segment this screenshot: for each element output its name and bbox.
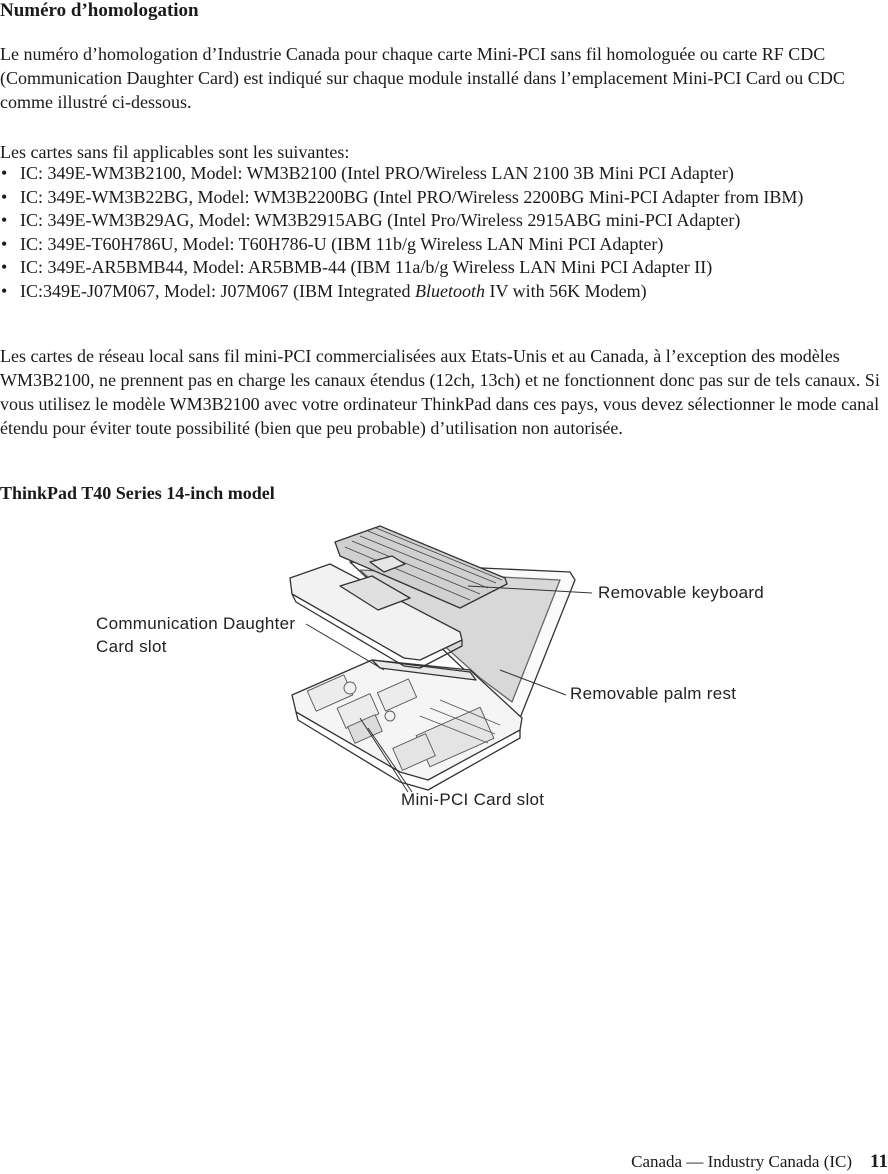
list-item-text-before: IC:349E-J07M067, Model: J07M067 (IBM Integrated	[20, 280, 415, 301]
page-number: 11	[870, 1151, 888, 1172]
laptop-illustration	[0, 520, 888, 820]
figure-title: ThinkPad T40 Series 14-inch model	[0, 483, 275, 503]
callout-cdc-line2: Card slot	[96, 637, 167, 656]
extended-channels-paragraph: Les cartes de réseau local sans fil mini-PCI commercialisées aux Etats-Unis et au Canada, à l’exception des modèles WM3B2100, ne prennent pas en charge les canaux étendus (12ch, 13ch) et ne fonctionnent donc pas sur de tels canaux. Si vous utilisez le modèle WM3B2100 avec votre ordinateur ThinkPad dans ces pays, vous devez sélectionner le mode canal étendu pour éviter toute possibilité (bien que peu probable) d’utilisation non autorisée.	[0, 346, 880, 438]
section-title: Numéro d’homologation	[0, 0, 199, 21]
footer-section-name: Canada — Industry Canada (IC)	[631, 1152, 853, 1171]
bluetooth-term: Bluetooth	[414, 280, 485, 301]
list-item	[0, 280, 888, 304]
list-item: • IC: 349E-AR5BMB44, Model: AR5BMB-44 (IBM 11a/b/g Wireless LAN Mini PCI Adapter II)	[0, 256, 888, 280]
thinkpad-exploded-diagram	[0, 520, 888, 820]
list-item: • IC: 349E-WM3B2100, Model: WM3B2100 (Intel PRO/Wireless LAN 2100 3B Mini PCI Adapter)	[0, 162, 888, 186]
page-footer	[631, 1150, 888, 1174]
callout-removable-palm-rest: Removable palm rest	[570, 684, 737, 703]
list-item: • IC: 349E-WM3B29AG, Model: WM3B2915ABG (Intel Pro/Wireless 2915ABG mini-PCI Adapter)	[0, 209, 888, 233]
list-item: • IC: 349E-WM3B22BG, Model: WM3B2200BG (Intel PRO/Wireless 2200BG Mini-PCI Adapter from IBM)	[0, 186, 888, 210]
callout-removable-keyboard: Removable keyboard	[598, 583, 765, 602]
intro-paragraph: Le numéro d’homologation d’Industrie Canada pour chaque carte Mini-PCI sans fil homologuée ou carte RF CDC (Communication Daughter Card) est indiqué sur chaque module installé dans l’emplacement Mini-PCI Card ou CDC comme illustré ci-dessous.	[0, 44, 845, 112]
list-item-text-after: IV with 56K Modem)	[484, 280, 647, 301]
callout-mini-pci-slot: Mini-PCI Card slot	[401, 790, 545, 809]
list-item: • IC: 349E-T60H786U, Model: T60H786-U (IBM 11b/g Wireless LAN Mini PCI Adapter)	[0, 233, 888, 257]
wireless-card-list	[0, 162, 888, 303]
applicable-cards-intro: Les cartes sans fil applicables sont les suivantes:	[0, 142, 350, 162]
callout-cdc-line1: Communication Daughter	[96, 614, 296, 633]
